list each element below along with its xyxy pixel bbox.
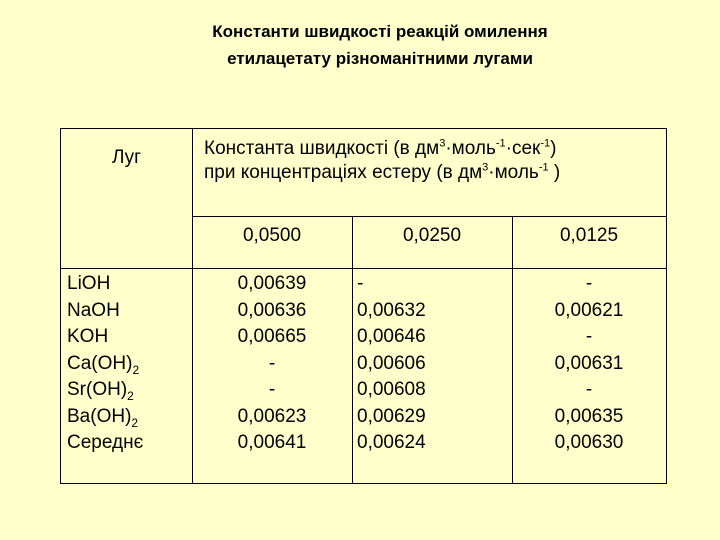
- table-cell: 0,00646: [357, 326, 426, 347]
- table-cell: -: [268, 379, 276, 400]
- rate-constants-table: [60, 128, 667, 484]
- values-column-0250: [357, 271, 507, 457]
- title-line-1: Константи швидкості реакцій омилення: [212, 22, 548, 41]
- table-cell: 0,00641: [237, 432, 307, 453]
- table-cell: 0,00636: [237, 299, 307, 321]
- table-row-label: NaOH: [67, 299, 120, 321]
- table-row-label: $Sr(OH)_2$: [67, 379, 134, 403]
- concentration-header: 0,0250: [402, 225, 462, 246]
- table-cell: 0,00639: [237, 273, 307, 294]
- table-divider-horizontal: [61, 268, 666, 269]
- table-cell: -: [585, 273, 593, 294]
- table-divider-vertical: [352, 217, 353, 483]
- table-cell: 0,00631: [554, 352, 624, 374]
- table-cell: -: [357, 273, 364, 294]
- table-cell: 0,00665: [237, 326, 307, 347]
- table-cell: 0,00632: [357, 299, 426, 321]
- table-row-label: $Ca(OH)_2$: [67, 352, 140, 377]
- table-divider-horizontal: [192, 216, 666, 217]
- table-cell: 0,00629: [357, 405, 426, 427]
- table-cell: 0,00624: [357, 432, 426, 453]
- header-rate-constant-line-2: при концентраціях естеру (в $дм^3\cdot моль^{-1}$ ): [204, 161, 561, 183]
- table-cell: 0,00630: [554, 432, 624, 453]
- header-rate-constant-line-1: Константа швидкості (в $дм^3\cdot моль^{-1}\cdot сек^{-1}$): [204, 137, 557, 159]
- table-cell: -: [585, 326, 593, 347]
- base-names-column: [67, 271, 143, 457]
- table-cell: 0,00621: [554, 299, 624, 321]
- header-rate-constant: [204, 137, 560, 185]
- values-column-0500: [192, 271, 352, 457]
- slide-title: [0, 18, 720, 72]
- concentration-header: 0,0125: [559, 225, 619, 246]
- table-row-label: $Ba(OH)_2$: [67, 405, 139, 430]
- table-row-label: Середнє: [67, 432, 144, 453]
- table-cell: 0,00606: [357, 352, 426, 374]
- table-cell: 0,00623: [237, 405, 307, 427]
- values-column-0125: [512, 271, 666, 457]
- table-cell: 0,00635: [554, 405, 624, 427]
- title-line-2: етилацетату різноманітними лугами: [227, 49, 533, 68]
- table-cell: 0,00608: [357, 379, 426, 400]
- table-cell: -: [585, 379, 593, 400]
- table-row-label: KOH: [67, 326, 109, 347]
- table-row-label: LiOH: [67, 273, 111, 294]
- header-base: Луг: [111, 147, 142, 168]
- table-cell: -: [268, 352, 276, 374]
- concentration-header: 0,0500: [242, 225, 302, 246]
